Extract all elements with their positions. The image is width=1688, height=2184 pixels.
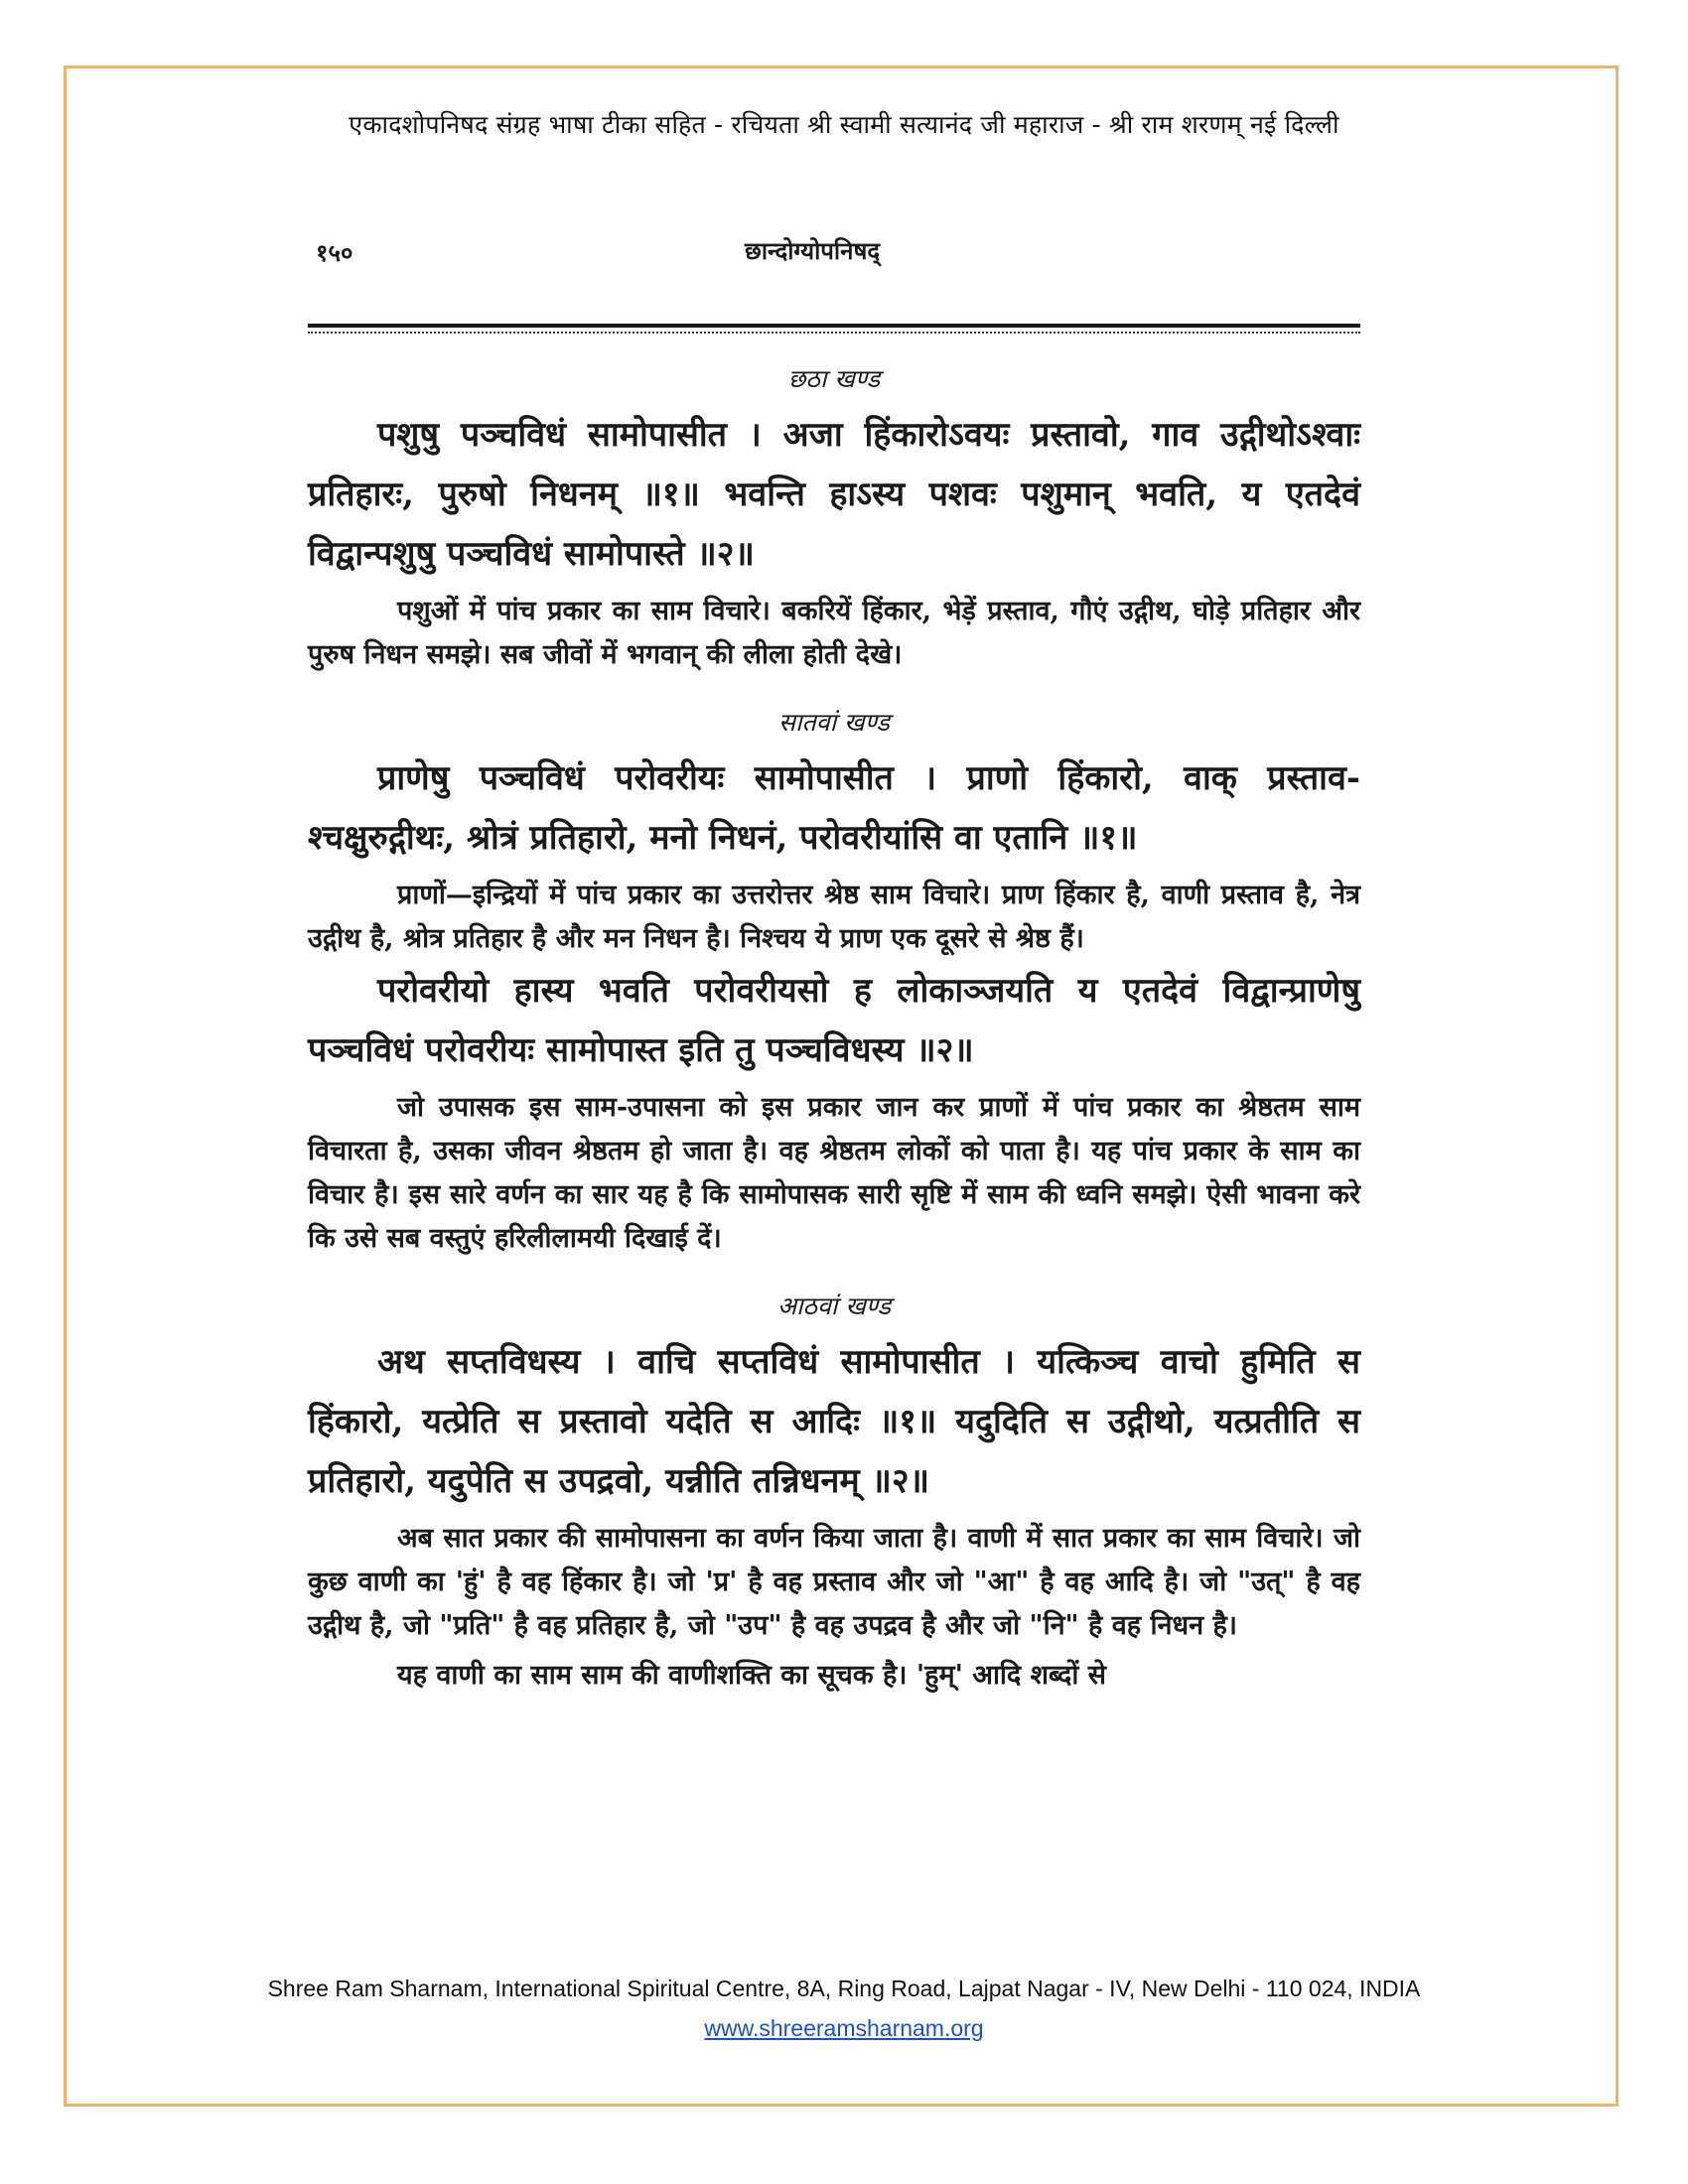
scanned-page xyxy=(308,230,1380,1928)
header-banner: एकादशोपनिषद संग्रह भाषा टीका सहित - रचियता श्री स्वामी सत्यानंद जी महाराज - श्री राम शरणम् नई दिल्ली xyxy=(349,110,1339,139)
hindi-commentary: यह वाणी का साम साम की वाणीशक्ति का सूचक है। 'हुम्' आदि शब्दों से xyxy=(397,1660,1106,1691)
running-head xyxy=(308,230,1380,272)
running-title: छान्दोग्योपनिषद् xyxy=(745,236,881,265)
section-6 xyxy=(308,361,1380,677)
hindi-commentary: प्राणों—इन्द्रियों में पांच प्रकार का उत्तरोत्तर श्रेष्ठ साम विचारे। प्राण हिंकार है, वाणी प्रस्ताव है, नेत्र उद्गीथ है, श्रोत्र प्रतिहार है और मन निधन है। निश्चय ये प्राण एक दूसरे से श्रेष्ठ हैं। xyxy=(308,880,1360,954)
header-rule-dotted xyxy=(308,332,1360,334)
page-number: १५० xyxy=(316,238,353,267)
section-8 xyxy=(308,1289,1380,1698)
section-heading: सातवां खण्ड xyxy=(778,708,890,737)
footer-address: Shree Ram Sharnam, International Spiritual Centre, 8A, Ring Road, Lajpat Nagar - IV, New Delhi - 110 024, INDIA xyxy=(267,1976,1421,2001)
hindi-commentary: जो उपासक इस साम-उपासना को इस प्रकार जान कर प्राणों में पांच प्रकार का श्रेष्ठतम साम विचारता है, उसका जीवन श्रेष्ठतम हो जाता है। वह श्रेष्ठतम लोकों को पाता है। यह पांच प्रकार के साम का विचार है। इस सारे वर्णन का सार यह है कि सामोपासक सारी सृष्टि में साम की ध्वनि समझे। ऐसी भावना करे कि उसे सब वस्तुएं हरिलीलामयी दिखाई दें। xyxy=(308,1092,1360,1254)
website-link[interactable]: www.shreeramsharnam.org xyxy=(704,2015,984,2041)
footer-website xyxy=(0,2015,1688,2042)
section-heading: आठवां खण्ड xyxy=(776,1292,892,1320)
section-7 xyxy=(308,705,1380,1261)
sanskrit-mantra: अथ सप्तविधस्य । वाचि सप्तविधं सामोपासीत । यत्किञ्च वाचो हुमिति स हिंकारो, यत्प्रेति स प्रस्तावो यदेति स आदिः ॥१॥ यदुदिति स उद्गीथो, यत्प्रतीति स प्रतिहारो, यदुपेति स उपद्रवो, यन्नीति तन्निधनम् ॥२॥ xyxy=(308,1342,1360,1501)
hindi-commentary: पशुओं में पांच प्रकार का साम विचारे। बकरियें हिंकार, भेड़ें प्रस्ताव, गौएं उद्गीथ, घोड़े प्रतिहार और पुरुष निधन समझे। सब जीवों में भगवान् की लीला होती देखे। xyxy=(308,596,1360,670)
section-heading: छठा खण्ड xyxy=(787,364,881,393)
sanskrit-mantra: परोवरीयो हास्य भवति परोवरीयसो ह लोकाञ्जयति य एतदेवं विद्वान्प्राणेषु पञ्चविधं परोवरीयः सामोपास्त इति तु पञ्चविधस्य ॥२॥ xyxy=(308,971,1360,1070)
header-rule xyxy=(308,324,1360,328)
sanskrit-mantra: प्राणेषु पञ्चविधं परोवरीयः सामोपासीत । प्राणो हिंकारो, वाक् प्रस्ताव-श्चक्षुरुद्गीथः, श्रोत्रं प्रतिहारो, मनो निधनं, परोवरीयांसि वा एतानि ॥१॥ xyxy=(308,758,1360,858)
hindi-commentary: अब सात प्रकार की सामोपासना का वर्णन किया जाता है। वाणी में सात प्रकार का साम विचारे। जो कुछ वाणी का 'हुं' है वह हिंकार है। जो 'प्र' है वह प्रस्ताव और जो "आ" है वह आदि है। जो "उत्" है वह उद्गीथ है, जो "प्रति" है वह प्रतिहार है, जो "उप" है वह उपद्रव है और जो "नि" है वह निधन है। xyxy=(308,1523,1360,1641)
sanskrit-mantra: पशुषु पञ्चविधं सामोपासीत । अजा हिंकारोऽवयः प्रस्तावो, गाव उद्गीथोऽश्वाः प्रतिहारः, पुरुषो निधनम् ॥१॥ भवन्ति हाऽस्य पशवः पशुमान् भवति, य एतदेवं विद्वान्पशुषु पञ्चविधं सामोपास्ते ॥२॥ xyxy=(308,415,1360,574)
